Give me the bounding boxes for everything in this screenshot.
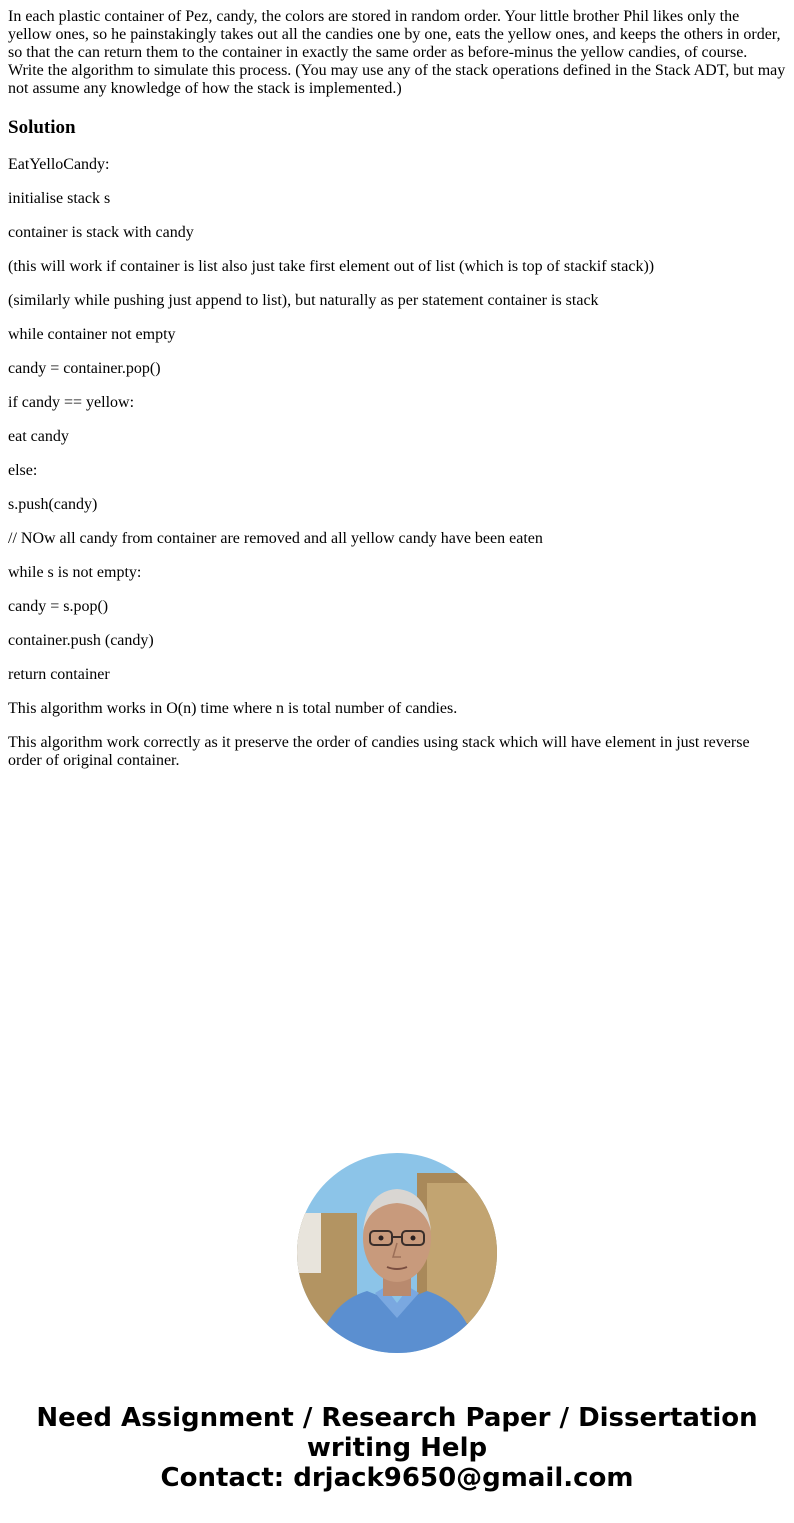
solution-line: candy = container.pop() — [8, 360, 161, 377]
solution-line: while s is not empty: — [8, 564, 142, 581]
solution-line: This algorithm works in O(n) time where n is total number of candies. — [8, 700, 458, 717]
solution-line: // NOw all candy from container are removed and all yellow candy have been eaten — [8, 530, 543, 547]
solution-line: s.push(candy) — [8, 496, 98, 513]
solution-line: return container — [8, 666, 110, 683]
solution-heading: Solution — [8, 117, 76, 138]
solution-line: This algorithm work correctly as it preserve the order of candies using stack which will have element in just reverse order of original container. — [8, 734, 750, 769]
solution-line: EatYelloCandy: — [8, 156, 110, 173]
question-text: In each plastic container of Pez, candy, the colors are stored in random order. Your little brother Phil likes only the yellow ones, so he painstakingly takes out all the candies one by one, eats the yellow ones, and keeps the others in order, so that the can return them to the container in exactly the same order as before-minus the yellow candies, of course. Write the algorithm to simulate this process. (You may use any of the stack operations defined in the Stack ADT, but may not assume any knowledge of how the stack is implemented.) — [8, 8, 786, 97]
promo-line-2: writing Help — [306, 1433, 488, 1463]
author-avatar — [297, 1153, 497, 1353]
author-portrait-image — [297, 1153, 497, 1353]
solution-line: (similarly while pushing just append to list), but naturally as per statement container is stack — [8, 292, 599, 309]
promo-line-1: Need Assignment / Research Paper / Dissertation — [36, 1403, 758, 1433]
solution-line: eat candy — [8, 428, 69, 445]
solution-line: else: — [8, 462, 38, 479]
solution-line: initialise stack s — [8, 190, 111, 207]
solution-line: container.push (candy) — [8, 632, 154, 649]
solution-line: if candy == yellow: — [8, 394, 135, 411]
solution-line: candy = s.pop() — [8, 598, 109, 615]
promo-contact: Contact: drjack9650@gmail.com — [160, 1463, 634, 1493]
solution-line: while container not empty — [8, 326, 176, 343]
promo-banner — [0, 1403, 794, 1493]
document-content — [8, 8, 786, 770]
solution-line: container is stack with candy — [8, 224, 194, 241]
solution-line: (this will work if container is list also just take first element out of list (which is top of stackif stack)) — [8, 258, 655, 275]
